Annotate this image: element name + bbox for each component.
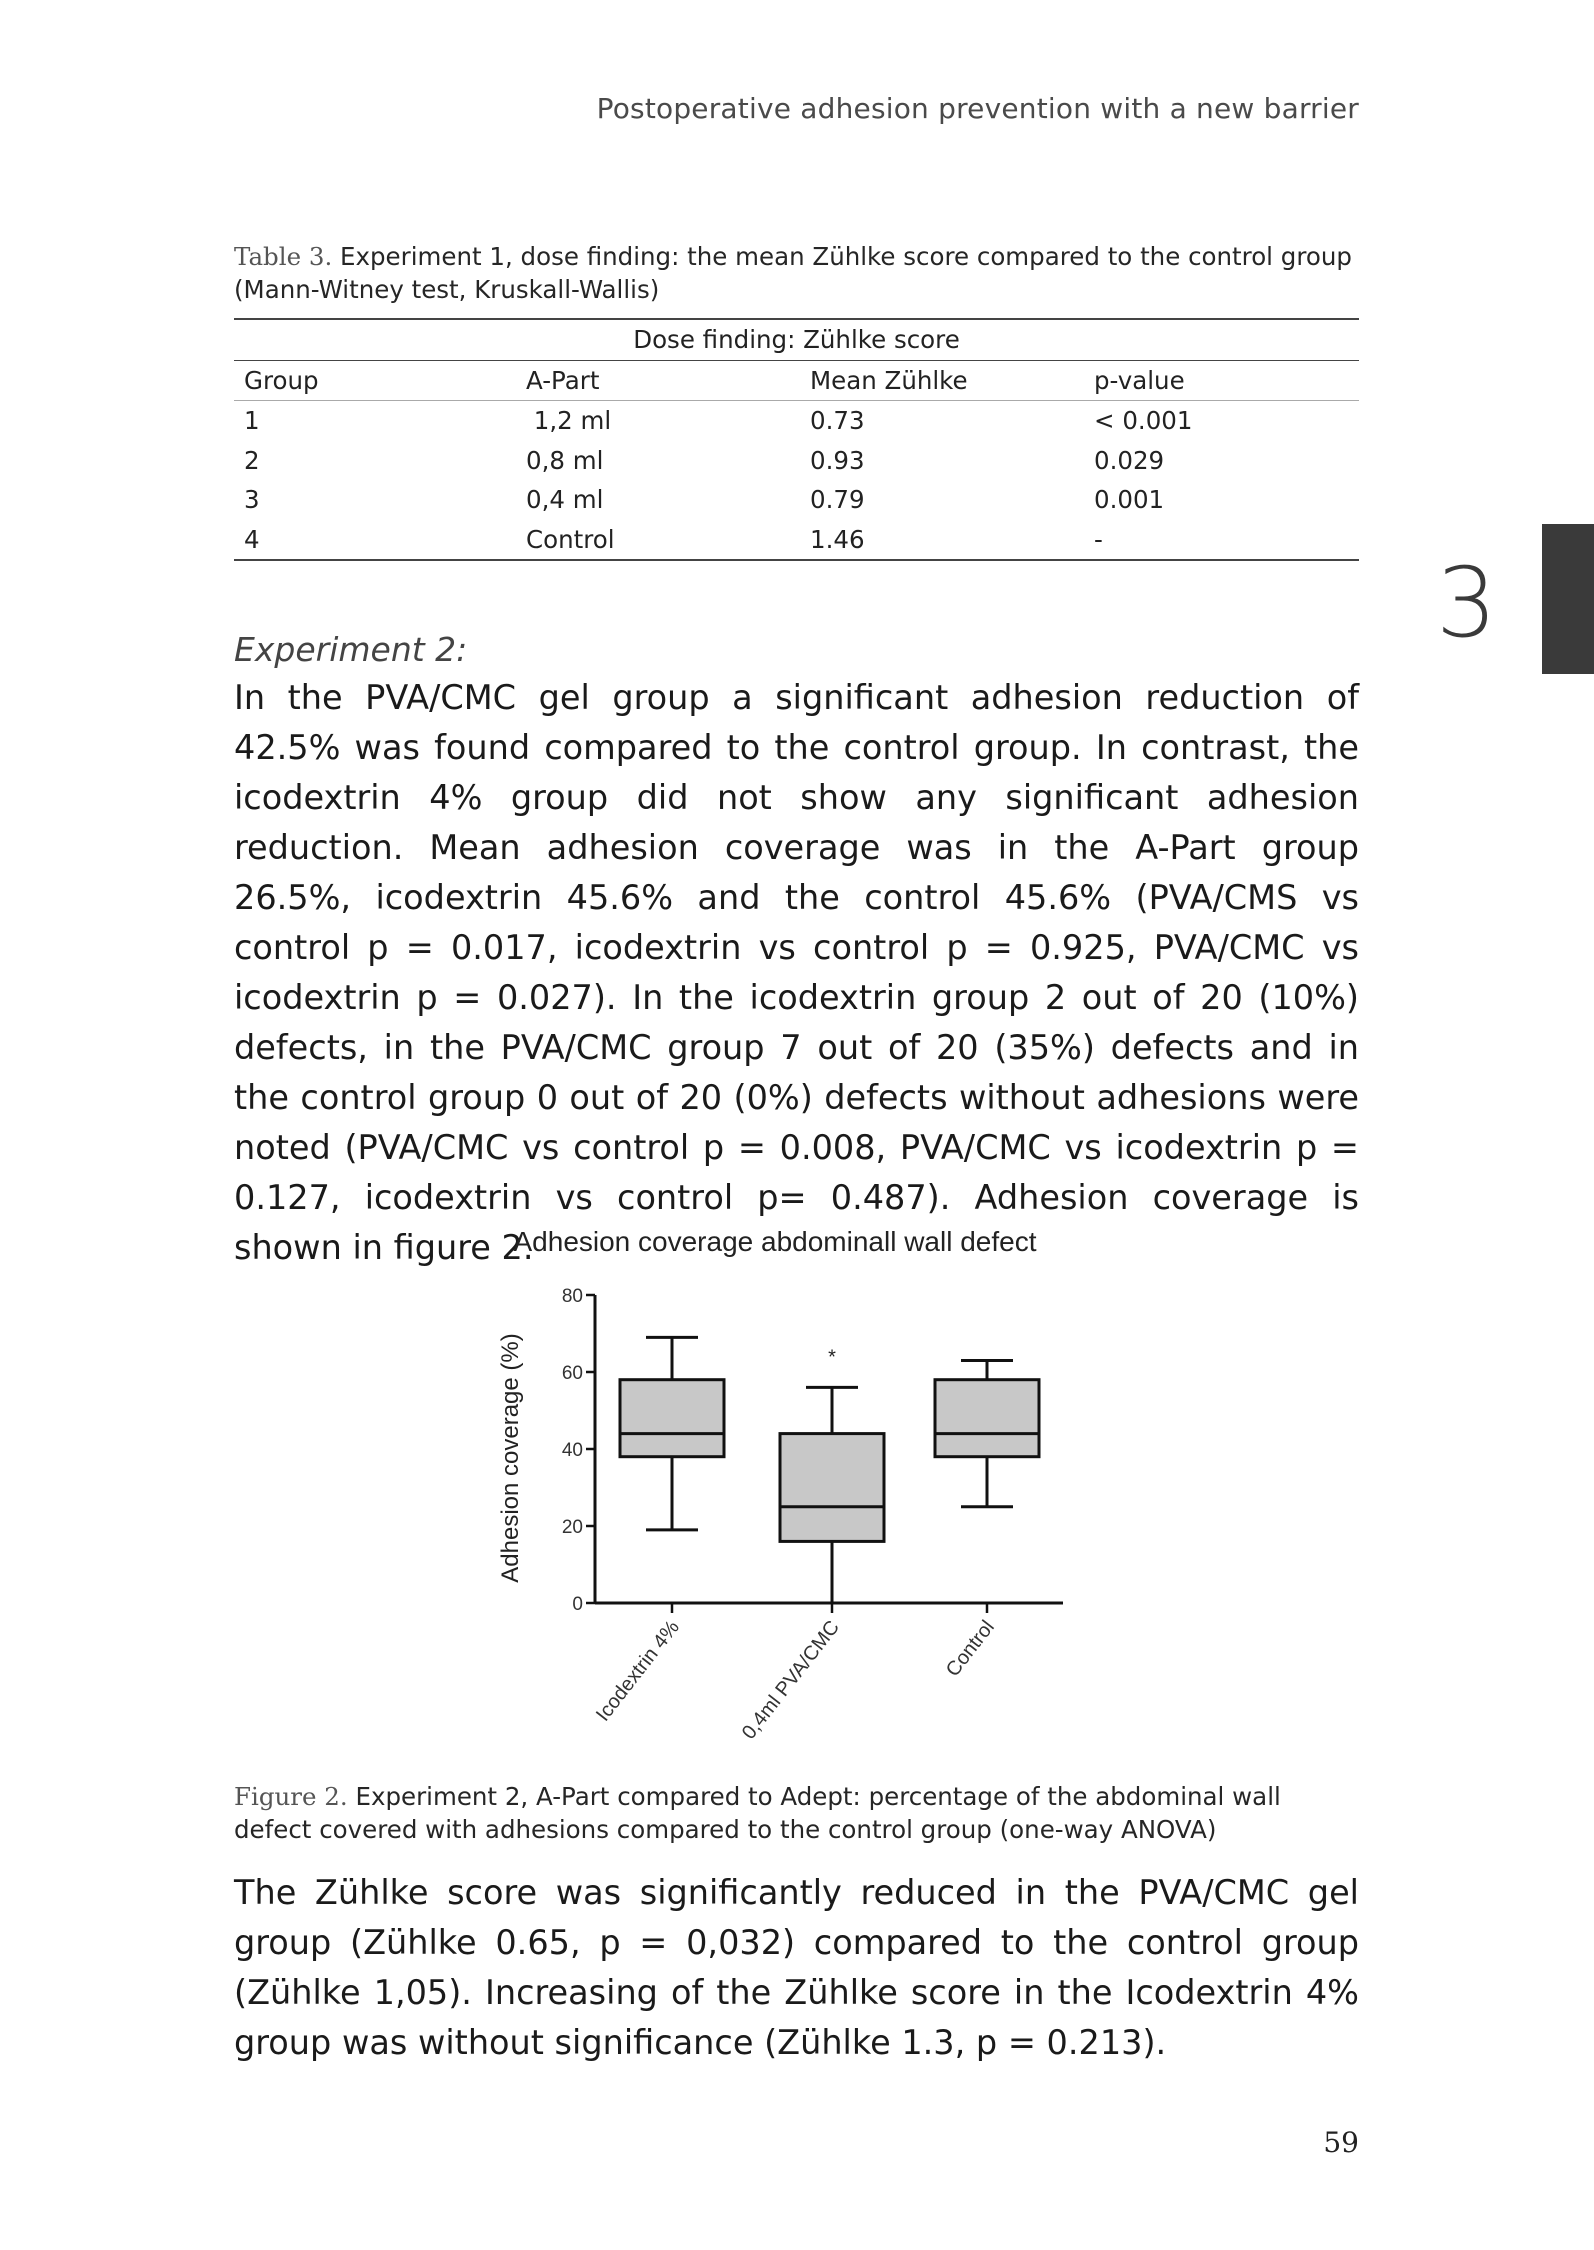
- boxplot-svg: [490, 1215, 1130, 1775]
- table-cell: < 0.001: [1094, 406, 1193, 436]
- table-caption: [234, 240, 1359, 306]
- table-cell: 0.93: [810, 445, 865, 475]
- figure-caption-text: Experiment 2, A-Part compared to Adept: percentage of the abdominal wall defect covered with adhesions compared to the control group (one-way ANOVA): [234, 1782, 1281, 1844]
- column-header-a-part: A-Part: [516, 360, 800, 401]
- table-cell: 0,4 ml: [526, 485, 604, 515]
- figure-2-caption: [234, 1780, 1359, 1846]
- significance-marker: *: [828, 1346, 836, 1369]
- table-title: Dose finding: Zühlke score: [234, 319, 1359, 360]
- section-heading: Experiment 2:: [234, 630, 468, 669]
- column-header-group: Group: [234, 360, 516, 401]
- table-cell: 2: [244, 445, 260, 475]
- y-axis-label: Adhesion coverage (%): [497, 1333, 524, 1583]
- x-tick-label: 0,4ml PVA/CMC: [737, 1616, 844, 1744]
- box-1: [780, 1434, 884, 1542]
- table-cell: 3: [244, 485, 260, 515]
- table-caption-text: Experiment 1, dose finding: the mean Zühlke score compared to the control group (Mann-Witney test, Kruskall-Wallis): [234, 242, 1352, 304]
- y-tick-label: 80: [561, 1286, 583, 1307]
- running-head: Postoperative adhesion prevention with a new barrier: [596, 92, 1359, 125]
- box-2: [935, 1380, 1039, 1457]
- page-number: 59: [1323, 2126, 1359, 2159]
- y-tick-label: 20: [561, 1517, 583, 1538]
- y-tick-label: 0: [572, 1594, 583, 1615]
- x-tick-label: Icodextrin 4%: [592, 1616, 684, 1726]
- figure-label: Figure 2.: [234, 1782, 348, 1811]
- table-label: Table 3.: [234, 242, 333, 271]
- column-header-p-value: p-value: [1084, 360, 1359, 401]
- table-cell: 4: [234, 520, 516, 561]
- x-tick-label: Control: [941, 1616, 999, 1681]
- table-3-block: [234, 240, 1359, 561]
- table-cell: Control: [516, 520, 800, 561]
- chapter-number: 3: [1436, 547, 1498, 659]
- table-cell: 0.029: [1094, 445, 1165, 475]
- box-0: [620, 1380, 724, 1457]
- table-cell: 1,2 ml: [526, 406, 612, 436]
- chart-title: Adhesion coverage abdominall wall defect: [513, 1226, 1037, 1257]
- table-row: [234, 441, 1359, 481]
- table-cell: 1.46: [800, 520, 1084, 561]
- body-paragraph: In the PVA/CMC gel group a significant adhesion reduction of 42.5% was found compared to the control group. In contrast, the icodextrin 4% group did not show any significant adhesion reduction. Mean adhesion coverage was in the A-Part group 26.5%, icodextrin 45.6% and the control 45.6% (PVA/CMS vs control p = 0.017, icodextrin vs control p = 0.925, PVA/CMC vs icodextrin p = 0.027). In the icodextrin group 2 out of 20 (10%) defects, in the PVA/CMC group 7 out of 20 (35%) defects and in the control group 0 out of 20 (0%) defects without adhesions were noted (PVA/CMC vs control p = 0.008, PVA/CMC vs icodextrin p = 0.127, icodextrin vs control p= 0.487). Adhesion coverage is shown in figure 2.: [234, 678, 1359, 1267]
- closing-section: [234, 1868, 1359, 2068]
- table-cell: 0.001: [1094, 485, 1165, 515]
- body-paragraph-closing: The Zühlke score was significantly reduced in the PVA/CMC gel group (Zühlke 0.65, p = 0,032) compared to the control group (Zühlke 1,05). Increasing of the Zühlke score in the Icodextrin 4% group was without significance (Zühlke 1.3, p = 0.213).: [234, 1873, 1359, 2062]
- y-tick-label: 40: [561, 1440, 583, 1461]
- table-row: [234, 520, 1359, 561]
- experiment-2-section: [234, 630, 1359, 1273]
- table-cell: -: [1084, 520, 1359, 561]
- figure-2-chart: [490, 1215, 1130, 1775]
- table-cell: 0.73: [810, 406, 865, 436]
- table-cell: 0,8 ml: [526, 445, 604, 475]
- dose-table: [234, 318, 1359, 561]
- y-tick-label: 60: [561, 1363, 583, 1384]
- table-cell: 1: [244, 406, 260, 436]
- column-header-mean-zuhlke: Mean Zühlke: [800, 360, 1084, 401]
- chapter-tab: [1542, 524, 1594, 674]
- table-cell: 0.79: [810, 485, 865, 515]
- table-row: [234, 480, 1359, 520]
- table-row: [234, 401, 1359, 441]
